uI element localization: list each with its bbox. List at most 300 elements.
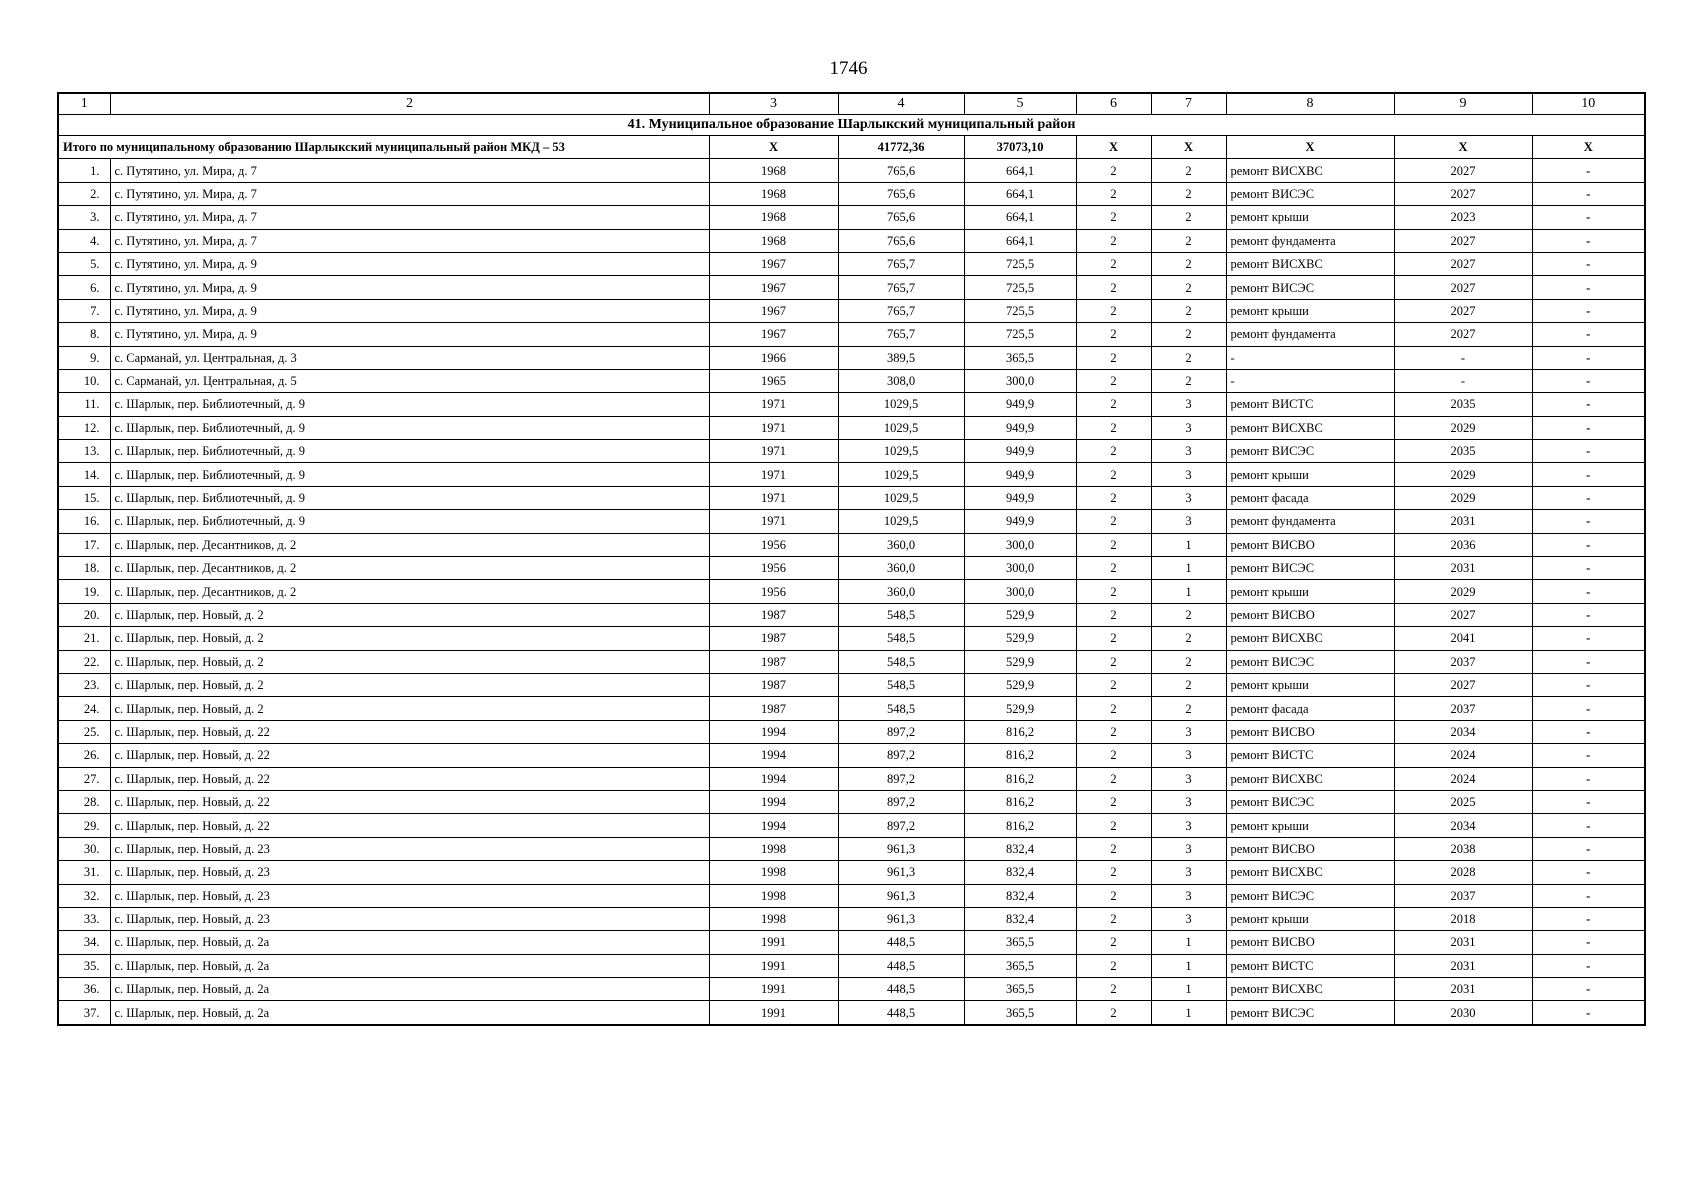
address: с. Шарлык, пер. Десантников, д. 2 — [110, 557, 709, 580]
column-10-value: - — [1532, 393, 1645, 416]
work-type: - — [1226, 369, 1394, 392]
column-7-value: 3 — [1151, 837, 1226, 860]
build-year: 1998 — [709, 884, 838, 907]
table-row — [58, 393, 1645, 416]
column-6-value: 2 — [1076, 907, 1151, 930]
total-cell: Х — [709, 136, 838, 159]
column-10-value: - — [1532, 767, 1645, 790]
build-year: 1956 — [709, 580, 838, 603]
row-number: 30. — [58, 837, 110, 860]
column-7-value: 2 — [1151, 206, 1226, 229]
planned-year: 2037 — [1394, 697, 1532, 720]
living-area: 725,5 — [964, 323, 1076, 346]
work-type: ремонт ВИСТС — [1226, 954, 1394, 977]
total-area: 389,5 — [838, 346, 964, 369]
total-area: 897,2 — [838, 814, 964, 837]
build-year: 1971 — [709, 440, 838, 463]
build-year: 1998 — [709, 907, 838, 930]
column-7-value: 3 — [1151, 463, 1226, 486]
table-row — [58, 346, 1645, 369]
column-6-value: 2 — [1076, 931, 1151, 954]
column-6-value: 2 — [1076, 393, 1151, 416]
total-area: 1029,5 — [838, 463, 964, 486]
column-10-value: - — [1532, 907, 1645, 930]
column-6-value: 2 — [1076, 627, 1151, 650]
living-area: 664,1 — [964, 229, 1076, 252]
table-row — [58, 486, 1645, 509]
column-6-value: 2 — [1076, 1001, 1151, 1025]
row-number: 4. — [58, 229, 110, 252]
column-number: 9 — [1394, 93, 1532, 115]
column-7-value: 2 — [1151, 323, 1226, 346]
table-row — [58, 767, 1645, 790]
table-row — [58, 252, 1645, 275]
total-area: 765,7 — [838, 252, 964, 275]
column-number: 4 — [838, 93, 964, 115]
living-area: 816,2 — [964, 720, 1076, 743]
planned-year: 2023 — [1394, 206, 1532, 229]
row-number: 9. — [58, 346, 110, 369]
total-area: 448,5 — [838, 954, 964, 977]
build-year: 1991 — [709, 954, 838, 977]
column-10-value: - — [1532, 580, 1645, 603]
column-10-value: - — [1532, 837, 1645, 860]
row-number: 23. — [58, 673, 110, 696]
planned-year: 2035 — [1394, 440, 1532, 463]
row-number: 19. — [58, 580, 110, 603]
work-type: ремонт ВИСЭС — [1226, 276, 1394, 299]
column-6-value: 2 — [1076, 276, 1151, 299]
total-area: 765,6 — [838, 159, 964, 182]
row-number: 22. — [58, 650, 110, 673]
total-area: 548,5 — [838, 650, 964, 673]
living-area: 300,0 — [964, 557, 1076, 580]
living-area: 949,9 — [964, 510, 1076, 533]
living-area: 300,0 — [964, 533, 1076, 556]
address: с. Шарлык, пер. Десантников, д. 2 — [110, 533, 709, 556]
work-type: ремонт ВИСХВС — [1226, 252, 1394, 275]
living-area: 365,5 — [964, 954, 1076, 977]
column-10-value: - — [1532, 790, 1645, 813]
build-year: 1998 — [709, 861, 838, 884]
table-row — [58, 323, 1645, 346]
work-type: ремонт фасада — [1226, 697, 1394, 720]
planned-year: 2027 — [1394, 252, 1532, 275]
work-type: ремонт крыши — [1226, 463, 1394, 486]
column-7-value: 3 — [1151, 907, 1226, 930]
column-10-value: - — [1532, 486, 1645, 509]
planned-year: - — [1394, 346, 1532, 369]
column-10-value: - — [1532, 884, 1645, 907]
column-7-value: 1 — [1151, 954, 1226, 977]
table-row — [58, 744, 1645, 767]
row-number: 33. — [58, 907, 110, 930]
work-type: ремонт ВИСЭС — [1226, 440, 1394, 463]
column-6-value: 2 — [1076, 790, 1151, 813]
address: с. Шарлык, пер. Библиотечный, д. 9 — [110, 510, 709, 533]
living-area: 949,9 — [964, 440, 1076, 463]
column-7-value: 2 — [1151, 346, 1226, 369]
row-number: 11. — [58, 393, 110, 416]
table-row — [58, 931, 1645, 954]
total-area: 961,3 — [838, 861, 964, 884]
work-type: ремонт ВИСЭС — [1226, 790, 1394, 813]
address: с. Шарлык, пер. Новый, д. 2 — [110, 627, 709, 650]
row-number: 24. — [58, 697, 110, 720]
address: с. Шарлык, пер. Новый, д. 2 — [110, 697, 709, 720]
planned-year: 2024 — [1394, 744, 1532, 767]
column-10-value: - — [1532, 557, 1645, 580]
column-7-value: 2 — [1151, 673, 1226, 696]
total-area: 897,2 — [838, 744, 964, 767]
column-7-value: 1 — [1151, 931, 1226, 954]
column-7-value: 3 — [1151, 814, 1226, 837]
column-6-value: 2 — [1076, 720, 1151, 743]
column-10-value: - — [1532, 299, 1645, 322]
page-number: 1746 — [829, 58, 868, 79]
work-type: ремонт ВИСХВС — [1226, 159, 1394, 182]
build-year: 1956 — [709, 557, 838, 580]
living-area: 300,0 — [964, 369, 1076, 392]
column-6-value: 2 — [1076, 557, 1151, 580]
column-7-value: 3 — [1151, 440, 1226, 463]
column-number: 1 — [58, 93, 110, 115]
build-year: 1994 — [709, 720, 838, 743]
address: с. Шарлык, пер. Новый, д. 22 — [110, 744, 709, 767]
planned-year: 2034 — [1394, 814, 1532, 837]
column-6-value: 2 — [1076, 299, 1151, 322]
address: с. Шарлык, пер. Новый, д. 23 — [110, 907, 709, 930]
address: с. Путятино, ул. Мира, д. 9 — [110, 323, 709, 346]
total-area: 548,5 — [838, 697, 964, 720]
row-number: 37. — [58, 1001, 110, 1025]
column-10-value: - — [1532, 182, 1645, 205]
address: с. Путятино, ул. Мира, д. 7 — [110, 206, 709, 229]
planned-year: 2027 — [1394, 323, 1532, 346]
work-type: ремонт ВИСВО — [1226, 931, 1394, 954]
column-6-value: 2 — [1076, 440, 1151, 463]
column-10-value: - — [1532, 627, 1645, 650]
total-cell: Х — [1532, 136, 1645, 159]
planned-year: 2031 — [1394, 510, 1532, 533]
work-type: ремонт крыши — [1226, 580, 1394, 603]
planned-year: - — [1394, 369, 1532, 392]
build-year: 1971 — [709, 486, 838, 509]
planned-year: 2034 — [1394, 720, 1532, 743]
column-7-value: 2 — [1151, 229, 1226, 252]
column-6-value: 2 — [1076, 369, 1151, 392]
address: с. Шарлык, пер. Новый, д. 22 — [110, 720, 709, 743]
column-7-value: 2 — [1151, 159, 1226, 182]
row-number: 36. — [58, 978, 110, 1001]
total-area: 765,6 — [838, 206, 964, 229]
column-7-value: 3 — [1151, 767, 1226, 790]
total-area: 41772,36 — [838, 136, 964, 159]
column-10-value: - — [1532, 463, 1645, 486]
column-number: 6 — [1076, 93, 1151, 115]
column-10-value: - — [1532, 814, 1645, 837]
planned-year: 2036 — [1394, 533, 1532, 556]
column-6-value: 2 — [1076, 346, 1151, 369]
column-7-value: 3 — [1151, 510, 1226, 533]
column-7-value: 3 — [1151, 486, 1226, 509]
build-year: 1994 — [709, 744, 838, 767]
planned-year: 2029 — [1394, 580, 1532, 603]
living-area: 529,9 — [964, 603, 1076, 626]
build-year: 1967 — [709, 299, 838, 322]
address: с. Шарлык, пер. Библиотечный, д. 9 — [110, 486, 709, 509]
living-area: 832,4 — [964, 907, 1076, 930]
planned-year: 2027 — [1394, 229, 1532, 252]
column-7-value: 3 — [1151, 720, 1226, 743]
row-number: 31. — [58, 861, 110, 884]
address: с. Шарлык, пер. Десантников, д. 2 — [110, 580, 709, 603]
total-cell: Х — [1151, 136, 1226, 159]
address: с. Путятино, ул. Мира, д. 9 — [110, 276, 709, 299]
address: с. Путятино, ул. Мира, д. 7 — [110, 229, 709, 252]
work-type: ремонт ВИСХВС — [1226, 978, 1394, 1001]
build-year: 1968 — [709, 159, 838, 182]
column-10-value: - — [1532, 346, 1645, 369]
column-7-value: 1 — [1151, 557, 1226, 580]
build-year: 1967 — [709, 276, 838, 299]
living-area: 365,5 — [964, 1001, 1076, 1025]
register-body — [58, 93, 1645, 1025]
living-area: 529,9 — [964, 650, 1076, 673]
row-number: 35. — [58, 954, 110, 977]
total-area: 360,0 — [838, 557, 964, 580]
column-7-value: 3 — [1151, 884, 1226, 907]
build-year: 1994 — [709, 814, 838, 837]
address: с. Путятино, ул. Мира, д. 9 — [110, 299, 709, 322]
total-living-area: 37073,10 — [964, 136, 1076, 159]
column-10-value: - — [1532, 650, 1645, 673]
total-area: 448,5 — [838, 1001, 964, 1025]
work-type: ремонт ВИСЭС — [1226, 182, 1394, 205]
column-7-value: 1 — [1151, 978, 1226, 1001]
row-number: 2. — [58, 182, 110, 205]
living-area: 816,2 — [964, 767, 1076, 790]
address: с. Шарлык, пер. Новый, д. 2а — [110, 978, 709, 1001]
row-number: 7. — [58, 299, 110, 322]
planned-year: 2037 — [1394, 884, 1532, 907]
work-type: ремонт ВИСВО — [1226, 533, 1394, 556]
column-10-value: - — [1532, 206, 1645, 229]
section-title-row — [58, 115, 1645, 136]
column-6-value: 2 — [1076, 954, 1151, 977]
total-area: 897,2 — [838, 720, 964, 743]
column-7-value: 2 — [1151, 650, 1226, 673]
address: с. Путятино, ул. Мира, д. 7 — [110, 159, 709, 182]
column-10-value: - — [1532, 978, 1645, 1001]
living-area: 664,1 — [964, 182, 1076, 205]
build-year: 1991 — [709, 978, 838, 1001]
work-type: ремонт ВИСЭС — [1226, 884, 1394, 907]
build-year: 1966 — [709, 346, 838, 369]
total-row — [58, 136, 1645, 159]
table-row — [58, 650, 1645, 673]
build-year: 1991 — [709, 931, 838, 954]
total-area: 765,7 — [838, 276, 964, 299]
column-10-value: - — [1532, 440, 1645, 463]
work-type: ремонт ВИСХВС — [1226, 767, 1394, 790]
work-type: ремонт крыши — [1226, 814, 1394, 837]
address: с. Путятино, ул. Мира, д. 7 — [110, 182, 709, 205]
total-area: 548,5 — [838, 673, 964, 696]
table-row — [58, 440, 1645, 463]
row-number: 18. — [58, 557, 110, 580]
work-type: ремонт ВИСЭС — [1226, 1001, 1394, 1025]
address: с. Сарманай, ул. Центральная, д. 3 — [110, 346, 709, 369]
row-number: 5. — [58, 252, 110, 275]
living-area: 949,9 — [964, 416, 1076, 439]
table-row — [58, 697, 1645, 720]
row-number: 21. — [58, 627, 110, 650]
address: с. Шарлык, пер. Новый, д. 22 — [110, 814, 709, 837]
column-6-value: 2 — [1076, 814, 1151, 837]
planned-year: 2029 — [1394, 416, 1532, 439]
address: с. Шарлык, пер. Новый, д. 22 — [110, 767, 709, 790]
address: с. Шарлык, пер. Новый, д. 23 — [110, 884, 709, 907]
work-type: ремонт ВИСВО — [1226, 720, 1394, 743]
living-area: 816,2 — [964, 790, 1076, 813]
table-row — [58, 861, 1645, 884]
living-area: 725,5 — [964, 252, 1076, 275]
column-6-value: 2 — [1076, 486, 1151, 509]
build-year: 1968 — [709, 206, 838, 229]
planned-year: 2018 — [1394, 907, 1532, 930]
column-number: 5 — [964, 93, 1076, 115]
planned-year: 2027 — [1394, 276, 1532, 299]
planned-year: 2029 — [1394, 486, 1532, 509]
total-cell: Х — [1076, 136, 1151, 159]
living-area: 832,4 — [964, 861, 1076, 884]
build-year: 1971 — [709, 393, 838, 416]
row-number: 1. — [58, 159, 110, 182]
living-area: 832,4 — [964, 837, 1076, 860]
planned-year: 2027 — [1394, 182, 1532, 205]
column-10-value: - — [1532, 603, 1645, 626]
work-type: - — [1226, 346, 1394, 369]
row-number: 10. — [58, 369, 110, 392]
planned-year: 2031 — [1394, 931, 1532, 954]
build-year: 1968 — [709, 229, 838, 252]
column-10-value: - — [1532, 159, 1645, 182]
table-row — [58, 276, 1645, 299]
work-type: ремонт фундамента — [1226, 510, 1394, 533]
row-number: 16. — [58, 510, 110, 533]
planned-year: 2035 — [1394, 393, 1532, 416]
column-10-value: - — [1532, 252, 1645, 275]
housing-register-table — [57, 92, 1646, 1026]
table-row — [58, 884, 1645, 907]
build-year: 1956 — [709, 533, 838, 556]
build-year: 1967 — [709, 252, 838, 275]
build-year: 1987 — [709, 673, 838, 696]
total-area: 448,5 — [838, 978, 964, 1001]
row-number: 12. — [58, 416, 110, 439]
row-number: 26. — [58, 744, 110, 767]
table-row — [58, 182, 1645, 205]
row-number: 3. — [58, 206, 110, 229]
table-row — [58, 603, 1645, 626]
column-number: 10 — [1532, 93, 1645, 115]
column-number: 3 — [709, 93, 838, 115]
column-7-value: 2 — [1151, 276, 1226, 299]
column-6-value: 2 — [1076, 206, 1151, 229]
build-year: 1987 — [709, 627, 838, 650]
total-area: 360,0 — [838, 533, 964, 556]
work-type: ремонт крыши — [1226, 299, 1394, 322]
planned-year: 2031 — [1394, 954, 1532, 977]
row-number: 28. — [58, 790, 110, 813]
living-area: 949,9 — [964, 463, 1076, 486]
column-6-value: 2 — [1076, 229, 1151, 252]
column-10-value: - — [1532, 720, 1645, 743]
total-area: 961,3 — [838, 884, 964, 907]
build-year: 1987 — [709, 650, 838, 673]
total-area: 1029,5 — [838, 393, 964, 416]
column-6-value: 2 — [1076, 463, 1151, 486]
row-number: 34. — [58, 931, 110, 954]
column-10-value: - — [1532, 744, 1645, 767]
total-cell: Х — [1226, 136, 1394, 159]
build-year: 1994 — [709, 767, 838, 790]
address: с. Шарлык, пер. Новый, д. 2 — [110, 603, 709, 626]
column-7-value: 2 — [1151, 369, 1226, 392]
total-area: 548,5 — [838, 627, 964, 650]
column-7-value: 2 — [1151, 627, 1226, 650]
address: с. Шарлык, пер. Новый, д. 2а — [110, 954, 709, 977]
build-year: 1967 — [709, 323, 838, 346]
column-7-value: 3 — [1151, 861, 1226, 884]
table-row — [58, 510, 1645, 533]
row-number: 15. — [58, 486, 110, 509]
build-year: 1994 — [709, 790, 838, 813]
row-number: 29. — [58, 814, 110, 837]
work-type: ремонт ВИСХВС — [1226, 416, 1394, 439]
column-10-value: - — [1532, 229, 1645, 252]
build-year: 1971 — [709, 416, 838, 439]
build-year: 1998 — [709, 837, 838, 860]
address: с. Шарлык, пер. Новый, д. 23 — [110, 837, 709, 860]
planned-year: 2041 — [1394, 627, 1532, 650]
work-type: ремонт ВИСТС — [1226, 744, 1394, 767]
total-area: 961,3 — [838, 907, 964, 930]
build-year: 1971 — [709, 463, 838, 486]
column-7-value: 1 — [1151, 580, 1226, 603]
work-type: ремонт ВИСЭС — [1226, 650, 1394, 673]
column-7-value: 1 — [1151, 533, 1226, 556]
total-area: 765,7 — [838, 323, 964, 346]
column-7-value: 2 — [1151, 697, 1226, 720]
column-6-value: 2 — [1076, 697, 1151, 720]
total-area: 897,2 — [838, 767, 964, 790]
living-area: 725,5 — [964, 276, 1076, 299]
total-area: 1029,5 — [838, 510, 964, 533]
total-area: 765,6 — [838, 182, 964, 205]
total-area: 1029,5 — [838, 486, 964, 509]
living-area: 529,9 — [964, 697, 1076, 720]
work-type: ремонт ВИСХВС — [1226, 627, 1394, 650]
planned-year: 2031 — [1394, 978, 1532, 1001]
living-area: 529,9 — [964, 673, 1076, 696]
column-7-value: 3 — [1151, 744, 1226, 767]
total-cell: Х — [1394, 136, 1532, 159]
build-year: 1971 — [709, 510, 838, 533]
living-area: 816,2 — [964, 814, 1076, 837]
column-6-value: 2 — [1076, 767, 1151, 790]
